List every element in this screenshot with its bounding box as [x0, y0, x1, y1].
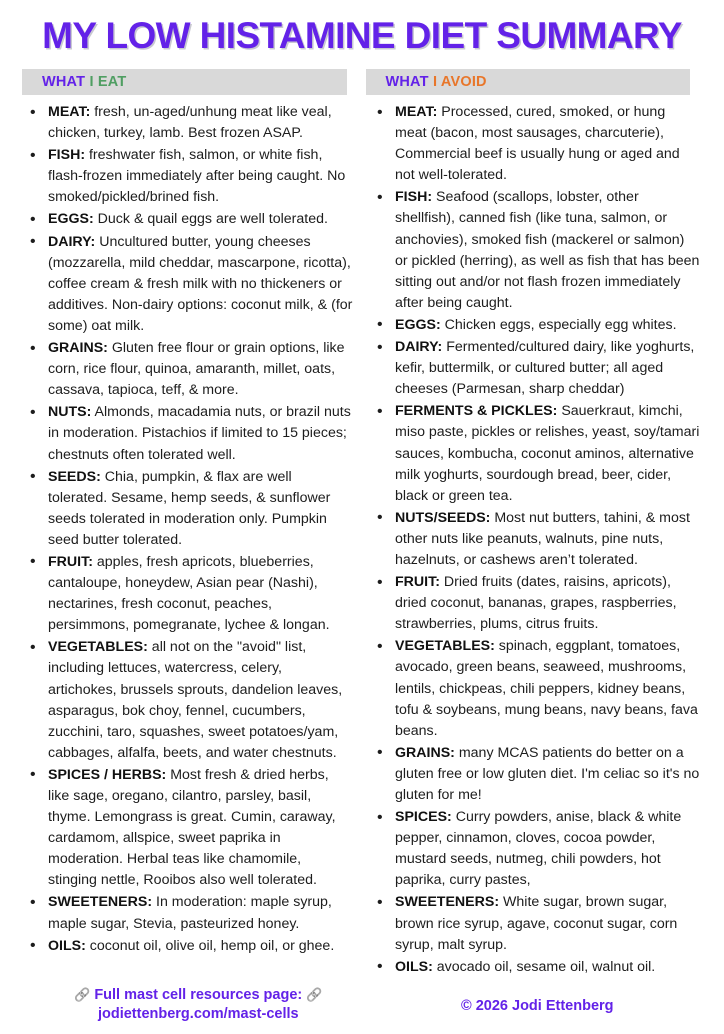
column-avoid — [369, 102, 700, 979]
list-item-category: FRUIT: — [395, 574, 440, 591]
page-title: MY LOW HISTAMINE DIET SUMMARY — [42, 15, 682, 56]
list-item-text: Chia, pumpkin, & flax are well tolerated. Sesame, hemp seeds, & sunflower seeds tolerated in moderation only. Pumpkin seed butter tolerated. — [48, 468, 331, 548]
list-item — [369, 315, 700, 336]
eat-header-label: I EAT — [89, 74, 127, 90]
avoid-header-what: WHAT — [385, 74, 429, 90]
list-item-category: FRUIT: — [48, 553, 93, 570]
list-item — [22, 765, 353, 892]
list-item-category: NUTS/SEEDS: — [395, 509, 491, 526]
list-item-category: MEAT: — [395, 104, 438, 120]
list-item-text: freshwater fish, salmon, or white fish, flash-frozen immediately after being caught. No smoked/pickled/brined fish. — [48, 147, 346, 206]
list-item-category: OILS: — [48, 937, 86, 954]
column-headers-row — [0, 69, 724, 95]
list-item-text: spinach, eggplant, tomatoes, avocado, green beans, seaweed, mushrooms, lentils, chickpeas, chili peppers, kidney beans, tofu & soybeans, mung beans, navy beans, fava beans. — [395, 638, 698, 739]
list-item — [22, 145, 353, 208]
list-item — [369, 892, 700, 955]
list-item-text: Fermented/cultured dairy, like yoghurts, kefir, buttermilk, or cultured butter; all aged cheeses (Parmesan, sharp cheddar) — [395, 339, 695, 398]
link-chain-icon-left: 🔗 — [74, 986, 91, 1002]
list-item-text: Uncultured butter, young cheeses (mozzarella, mild cheddar, mascarpone, ricotta), coffee cream & fresh milk with no thickeners or additives. Non-dairy options: coconut milk, & (for some) oat milk. — [48, 233, 353, 334]
column-eat — [22, 102, 353, 979]
list-item-text: all not on the "avoid" list, including lettuces, watercress, celery, artichokes, brussels sprouts, dandelion leaves, asparagus, bok choy, fennel, cucumbers, zucchini, taro, squashes, sweet potatoes/yam, cabbages, alfalfa, beets, and water chestnuts. — [48, 639, 343, 761]
list-item-category: FERMENTS & PICKLES: — [395, 403, 558, 420]
avoid-list — [369, 102, 700, 978]
list-item — [22, 467, 353, 551]
list-item — [369, 743, 700, 806]
list-item — [369, 337, 700, 400]
list-item — [22, 892, 353, 934]
list-item — [22, 209, 353, 230]
list-item-text: Chicken eggs, especially egg whites. — [440, 316, 677, 333]
list-item-category: EGGS: — [395, 316, 441, 333]
list-item-text: many MCAS patients do better on a gluten free or low gluten diet. I'm celiac so it's no gluten for me! — [395, 744, 700, 803]
list-item — [22, 637, 353, 764]
list-item-category: SWEETENERS: — [395, 894, 500, 911]
list-item — [22, 402, 353, 465]
resources-link-line — [22, 985, 375, 1005]
list-item — [369, 102, 700, 186]
list-item-category: EGGS: — [48, 211, 94, 228]
columns-container — [0, 102, 724, 979]
list-item-text: Processed, cured, smoked, or hung meat (bacon, most sausages, charcuterie), Commercial beef is usually hung or aged and not well-tolerated. — [395, 104, 680, 184]
list-item-category: NUTS: — [48, 404, 92, 421]
list-item — [369, 187, 700, 314]
list-item-category: SEEDS: — [48, 468, 101, 485]
page-footer — [0, 981, 724, 1034]
list-item-text: Dried fruits (dates, raisins, apricots), dried coconut, bananas, grapes, raspberries, strawberries, plums, citrus fruits. — [395, 574, 677, 633]
list-item-text: coconut oil, olive oil, hemp oil, or ghee. — [85, 937, 335, 954]
list-item-text: White sugar, brown sugar, brown rice syrup, agave, coconut sugar, corn syrup, malt syrup. — [395, 894, 678, 953]
list-item-category: FISH: — [395, 189, 433, 206]
list-item — [22, 102, 353, 144]
list-item-category: GRAINS: — [395, 744, 455, 761]
list-item-text: Most fresh & dried herbs, like sage, oregano, cilantro, parsley, basil, thyme. Lemongrass is great. Cumin, caraway, cardamom, allspice, sweet paprika in moderation. Herbal teas like chamomile, stinging nettle, Rooibos also well tolerated. — [48, 766, 336, 889]
list-item-category: OILS: — [395, 958, 433, 975]
list-item-text: Seafood (scallops, lobster, other shellfish), canned fish (like tuna, salmon, or anchovies), smoked fish (mackerel or salmon) or pickled (herring), as well as fish that has been sitting out and/or not flash frozen immediately after being caught. — [395, 189, 700, 311]
column-header-eat — [22, 69, 347, 95]
copyright-notice: © 2026 Jodi Ettenberg — [461, 997, 614, 1014]
list-item-category: VEGETABLES: — [395, 638, 495, 655]
list-item-text: Curry powders, anise, black & white pepper, cinnamon, cloves, cocoa powder, mustard seeds, nutmeg, chili powders, hot paprika, curry pastes, — [395, 809, 682, 889]
list-item — [22, 232, 353, 337]
list-item-text: fresh, un-aged/unhung meat like veal, chicken, turkey, lamb. Best frozen ASAP. — [48, 104, 332, 142]
list-item-category: VEGETABLES: — [48, 639, 148, 656]
list-item — [369, 508, 700, 571]
list-item-category: DAIRY: — [48, 233, 96, 250]
list-item-category: MEAT: — [48, 104, 91, 120]
list-item-text: Almonds, macadamia nuts, or brazil nuts in moderation. Pistachios if limited to 15 pieces; chestnuts often tolerated well. — [48, 404, 351, 463]
resources-label: Full mast cell resources page: — [94, 986, 303, 1003]
list-item-text: In moderation: maple syrup, maple sugar, Stevia, pasteurized honey. — [48, 894, 332, 932]
list-item-text: apples, fresh apricots, blueberries, cantaloupe, honeydew, Asian pear (Nashi), nectarines, fresh coconut, peaches, persimmons, pomegranate, lychee & longan. — [48, 553, 330, 634]
list-item — [369, 401, 700, 506]
column-header-avoid — [366, 69, 691, 95]
list-item-category: SPICES / HERBS: — [48, 766, 167, 783]
list-item — [22, 936, 353, 957]
title-container — [0, 0, 724, 56]
list-item-text: Sauerkraut, kimchi, miso paste, pickles or relishes, yeast, soy/tamari sauces, kombucha, coconut aminos, alternative milk yoghurts, sourdough bread, beer, cider, black or green tea. — [395, 403, 700, 504]
resources-url[interactable]: jodiettenberg.com/mast-cells — [97, 1005, 299, 1022]
list-item — [22, 338, 353, 401]
list-item — [369, 636, 700, 741]
eat-list — [22, 102, 353, 957]
list-item-text: Gluten free flour or grain options, like corn, rice flour, quinoa, amaranth, millet, oats, cassava, tapioca, teff, & more. — [48, 340, 345, 399]
eat-header-what: WHAT — [42, 74, 86, 90]
list-item — [369, 807, 700, 891]
list-item-category: GRAINS: — [48, 340, 108, 357]
list-item — [22, 552, 353, 636]
avoid-header-label: I AVOID — [432, 74, 487, 90]
list-item-category: SPICES: — [395, 809, 452, 826]
list-item — [369, 572, 700, 635]
list-item-category: SWEETENERS: — [48, 894, 153, 911]
list-item-text: Most nut butters, tahini, & most other nuts like peanuts, walnuts, pine nuts, hazelnuts, or cashews aren’t tolerated. — [395, 509, 690, 568]
link-chain-icon-right: 🔗 — [306, 986, 323, 1002]
list-item-text: Duck & quail eggs are well tolerated. — [93, 211, 328, 228]
list-item-text: avocado oil, sesame oil, walnut oil. — [432, 958, 656, 975]
list-item-category: DAIRY: — [395, 339, 443, 356]
list-item — [369, 957, 700, 978]
resources-link[interactable] — [22, 985, 375, 1024]
list-item-category: FISH: — [48, 147, 86, 164]
